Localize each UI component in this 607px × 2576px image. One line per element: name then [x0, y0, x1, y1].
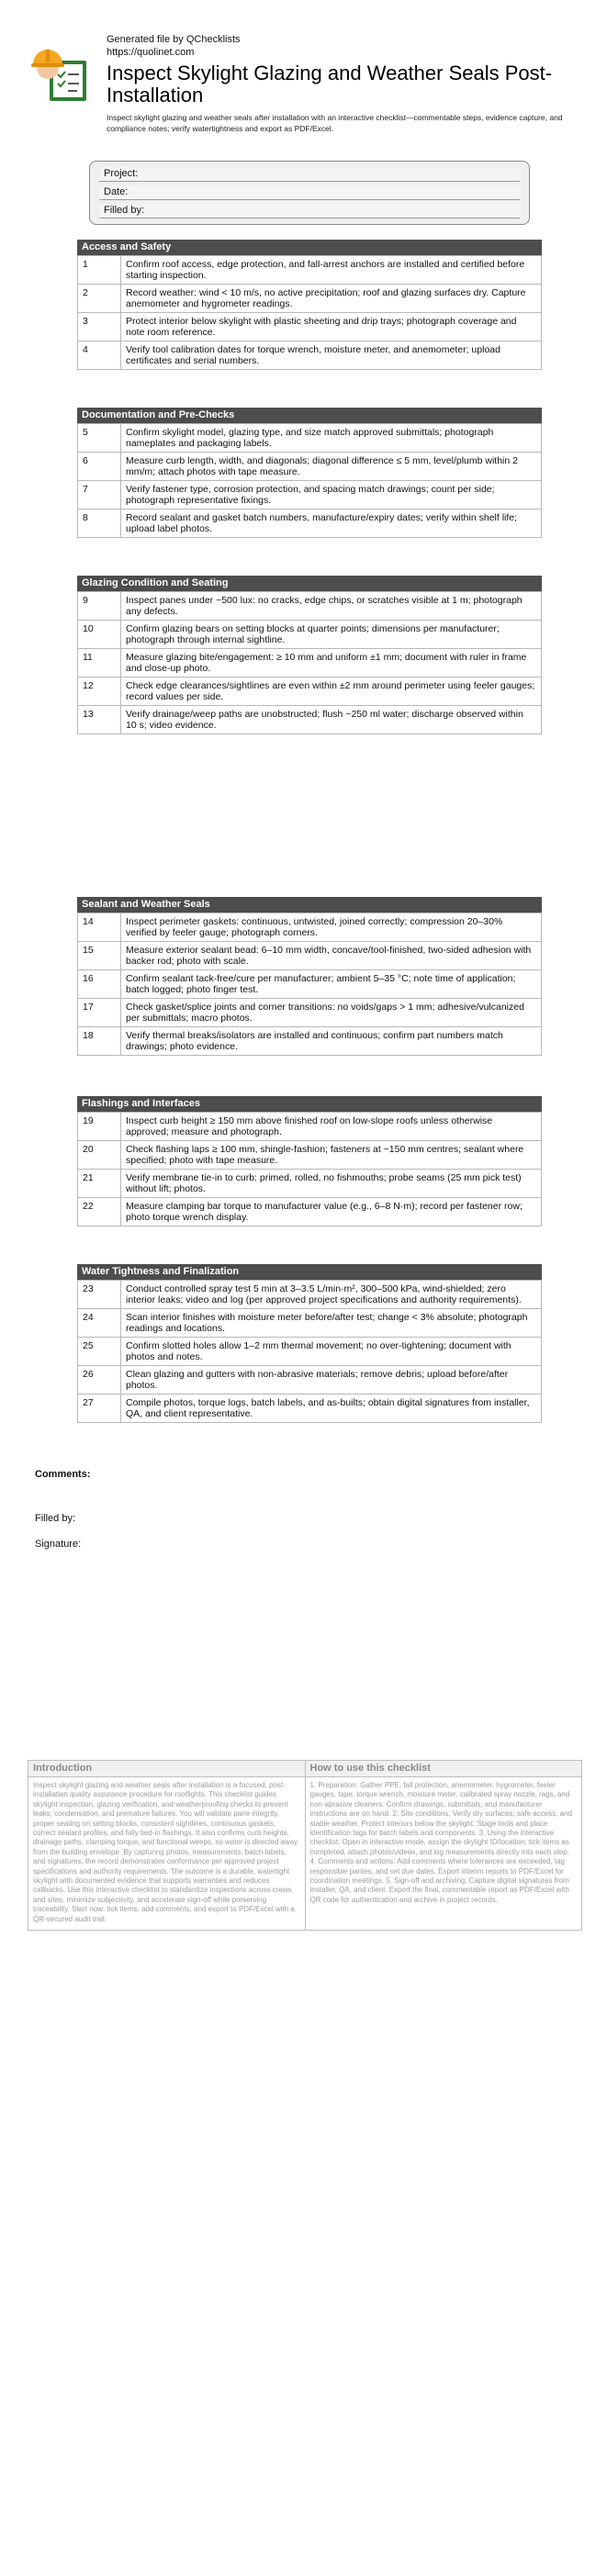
item-number: 8 [78, 510, 121, 538]
item-number: 23 [78, 1281, 121, 1309]
item-text: Compile photos, torque logs, batch labels, and as-builts; obtain digital signatures from installer, QA, and client representative. [121, 1394, 542, 1423]
generated-by-text: Generated file by QChecklists [107, 34, 241, 45]
item-text: Check gasket/splice joints and corner transitions: no voids/gaps > 1 mm; adhesive/vulcanized per submittals; macro photos. [121, 999, 542, 1027]
table-row[interactable] [78, 999, 542, 1027]
item-number: 9 [78, 592, 121, 621]
item-text: Confirm skylight model, glazing type, and size match approved submittals; photograph nameplates and packaging labels. [121, 424, 542, 453]
page-subtitle: Inspect skylight glazing and weather seals after installation with an interactive checklist—commentable steps, evidence capture, and compliance notes; verify watertightness and export as PDF/Excel. [107, 113, 563, 133]
table-row[interactable] [78, 1170, 542, 1198]
item-number: 25 [78, 1338, 121, 1366]
item-number: 15 [78, 942, 121, 970]
item-number: 17 [78, 999, 121, 1027]
table-row[interactable] [78, 649, 542, 678]
item-number: 13 [78, 706, 121, 734]
item-text: Scan interior finishes with moisture meter before/after test; change < 3% absolute; photograph readings and locations. [121, 1309, 542, 1338]
item-text: Check edge clearances/sightlines are even within ±2 mm around perimeter using feeler gauges; record values per side. [121, 678, 542, 706]
comments-label: Comments: [35, 1469, 91, 1480]
item-text: Confirm glazing bears on setting blocks at quarter points; dimensions per manufacturer; photograph through internal sightline. [121, 621, 542, 649]
table-row[interactable] [78, 1027, 542, 1056]
table-row[interactable] [78, 481, 542, 510]
item-number: 18 [78, 1027, 121, 1056]
item-text: Confirm sealant tack-free/cure per manufacturer; ambient 5–35 °C; note time of application; batch logged; photo finger test. [121, 970, 542, 999]
table-row[interactable] [78, 1394, 542, 1423]
table-row[interactable] [78, 256, 542, 285]
section-title: Access and Safety [77, 240, 542, 255]
item-number: 21 [78, 1170, 121, 1198]
table-row[interactable] [78, 285, 542, 313]
table-row[interactable] [78, 706, 542, 734]
table-row[interactable] [78, 1281, 542, 1309]
section-title: Water Tightness and Finalization [77, 1264, 542, 1280]
introduction-panel [28, 1761, 305, 1930]
signature-label: Signature: [35, 1539, 82, 1550]
checklist-table [77, 591, 542, 734]
item-number: 11 [78, 649, 121, 678]
table-row[interactable] [78, 621, 542, 649]
section-water-tightness [77, 1264, 542, 1423]
table-row[interactable] [78, 592, 542, 621]
item-number: 1 [78, 256, 121, 285]
info-panels [28, 1760, 582, 1931]
section-glazing-condition [77, 576, 542, 734]
checklist-table [77, 1112, 542, 1226]
page-title: Inspect Skylight Glazing and Weather Seals Post-Installation [107, 62, 553, 106]
table-row[interactable] [78, 1113, 542, 1141]
item-text: Measure clamping bar torque to manufacturer value (e.g., 6–8 N·m); record per fastener row; photo torque wrench display. [121, 1198, 542, 1226]
item-text: Inspect curb height ≥ 150 mm above finished roof on low-slope roofs unless otherwise approved; measure and photograph. [121, 1113, 542, 1141]
section-documentation [77, 408, 542, 538]
item-number: 27 [78, 1394, 121, 1423]
item-text: Measure curb length, width, and diagonals; diagonal difference ≤ 5 mm, level/plumb within 2 mm/m; attach photos with tape measure. [121, 453, 542, 481]
item-number: 7 [78, 481, 121, 510]
table-row[interactable] [78, 453, 542, 481]
item-number: 16 [78, 970, 121, 999]
item-text: Record weather: wind < 10 m/s, no active precipitation; roof and glazing surfaces dry. Capture anemometer and hygrometer readings. [121, 285, 542, 313]
project-info-box [89, 161, 530, 225]
item-number: 10 [78, 621, 121, 649]
item-number: 2 [78, 285, 121, 313]
table-row[interactable] [78, 510, 542, 538]
table-row[interactable] [78, 313, 542, 342]
item-text: Verify membrane tie-in to curb: primed, rolled, no fishmouths; probe seams (25 mm pick test) without lift; photos. [121, 1170, 542, 1198]
item-text: Measure glazing bite/engagement: ≥ 10 mm and uniform ±1 mm; document with ruler in frame and close-up photo. [121, 649, 542, 678]
checklist-table [77, 913, 542, 1056]
checklist-engineer-logo-icon [29, 37, 96, 103]
filled-by-label: Filled by: [35, 1513, 76, 1524]
item-number: 14 [78, 913, 121, 942]
table-row[interactable] [78, 1338, 542, 1366]
introduction-title: Introduction [28, 1761, 305, 1777]
item-text: Confirm slotted holes allow 1–2 mm thermal movement; no over-tightening; document with photos and notes. [121, 1338, 542, 1366]
table-row[interactable] [78, 942, 542, 970]
how-to-text: 1. Preparation: Gather PPE, fall protection, anemometer, hygrometer, feeler gauges, tape, torque wrench, moisture meter, calibrated spray nozzle, rags, and non-abrasive cleaners. Confirm drawings, submittals, and manufacturer instructions are on hand. 2. Site conditions: Verify dry surfaces, safe access, and stable weather. Protect interiors below the skylight. Stage tools and place identification tags for batch labels and components. 3. Using the interactive checklist: Open in interactive mode, assign the skylight ID/location, tick items as completed, attach photos/videos, and log measurements directly into each step. 4. Comments and actions: Add comments where tolerances are exceeded, tag responsible parties, and set due dates. Export interim reports to PDF/Excel for coordination meetings. 5. Sign-off and archiving: Capture digital signatures from installer, QA, and client. Export the final, commentable report as PDF/Excel with QR code for authentication and archive in project records. [309, 1781, 572, 1904]
checklist-table [77, 255, 542, 370]
item-text: Verify fastener type, corrosion protection, and spacing match drawings; count per side; photograph representative fixings. [121, 481, 542, 510]
table-row[interactable] [78, 1141, 542, 1170]
section-sealant-weather-seals [77, 897, 542, 1056]
section-access-safety [77, 240, 542, 370]
item-number: 6 [78, 453, 121, 481]
item-number: 4 [78, 342, 121, 370]
item-text: Record sealant and gasket batch numbers, manufacture/expiry dates; verify within shelf life; upload label photos. [121, 510, 542, 538]
introduction-text: Inspect skylight glazing and weather seals after installation is a focused, post-installation quality assurance procedure for rooflights. This checklist guides skylight inspection, glazing verification, and weatherproofing checks to prevent leaks, condensation, and premature failures. You will validate pane integrity, proper seating on setting blocks, consistent sightlines, continuous gaskets, correct sealant profiles, and fully tied-in flashings. It also confirms curb heights, drainage paths, clamping torque, and functional weeps, so water is directed away from the building envelope. By capturing photos, measurements, batch labels, and signatures, the record demonstrates conformance per approved project specifications and authority requirements. The outcome is a durable, watertight skylight with documented evidence that supports warranties and reduces callbacks. Use this interactive checklist to standardize inspections across crews and sites, minimize subjectivity, and accelerate sign-off while preserving traceability. Start now: tick items, add comments, and export to PDF/Excel with a QR-secured audit trail. [33, 1781, 298, 1923]
table-row[interactable] [78, 913, 542, 942]
item-text: Clean glazing and gutters with non-abrasive materials; remove debris; upload before/after photos. [121, 1366, 542, 1394]
item-number: 24 [78, 1309, 121, 1338]
filled-by-field[interactable]: Filled by: [99, 204, 520, 218]
project-field[interactable]: Project: [99, 167, 520, 182]
section-title: Glazing Condition and Seating [77, 576, 542, 591]
how-to-title: How to use this checklist [306, 1761, 582, 1777]
item-text: Conduct controlled spray test 5 min at 3–3.5 L/min·m², 300–500 kPa, wind-shielded; zero interior leaks; video and log (per approved project specifications and authority requirements). [121, 1281, 542, 1309]
item-number: 20 [78, 1141, 121, 1170]
table-row[interactable] [78, 678, 542, 706]
table-row[interactable] [78, 1198, 542, 1226]
table-row[interactable] [78, 1366, 542, 1394]
table-row[interactable] [78, 342, 542, 370]
checklist-table [77, 1280, 542, 1423]
item-number: 5 [78, 424, 121, 453]
section-title: Flashings and Interfaces [77, 1096, 542, 1112]
section-title: Documentation and Pre-Checks [77, 408, 542, 423]
item-text: Inspect perimeter gaskets: continuous, untwisted, joined correctly; compression 20–30% verified by feeler gauge; photograph corners. [121, 913, 542, 942]
item-text: Check flashing laps ≥ 100 mm, shingle-fashion; fasteners at ~150 mm centres; sealant where specified; photo with tape measure. [121, 1141, 542, 1170]
table-row[interactable] [78, 1309, 542, 1338]
table-row[interactable] [78, 970, 542, 999]
section-flashings-interfaces [77, 1096, 542, 1226]
date-field[interactable]: Date: [99, 185, 520, 200]
item-text: Confirm roof access, edge protection, and fall-arrest anchors are installed and certified before starting inspection. [121, 256, 542, 285]
item-text: Measure exterior sealant bead: 6–10 mm width, concave/tool-finished, two-sided adhesion with backer rod; photo with scale. [121, 942, 542, 970]
source-url[interactable]: https://quolinet.com [107, 47, 195, 58]
item-text: Verify tool calibration dates for torque wrench, moisture meter, and anemometer; upload certificates and serial numbers. [121, 342, 542, 370]
item-number: 26 [78, 1366, 121, 1394]
item-text: Inspect panes under ~500 lux: no cracks, edge chips, or scratches visible at 1 m; photograph any defects. [121, 592, 542, 621]
item-number: 12 [78, 678, 121, 706]
item-number: 22 [78, 1198, 121, 1226]
item-number: 19 [78, 1113, 121, 1141]
item-text: Verify thermal breaks/isolators are installed and continuous; confirm part numbers match drawings; photo evidence. [121, 1027, 542, 1056]
how-to-panel [305, 1761, 582, 1930]
table-row[interactable] [78, 424, 542, 453]
item-number: 3 [78, 313, 121, 342]
checklist-table [77, 423, 542, 538]
section-title: Sealant and Weather Seals [77, 897, 542, 913]
item-text: Protect interior below skylight with plastic sheeting and drip trays; photograph coverage and note room reference. [121, 313, 542, 342]
item-text: Verify drainage/weep paths are unobstructed; flush ~250 ml water; discharge observed within 10 s; video evidence. [121, 706, 542, 734]
